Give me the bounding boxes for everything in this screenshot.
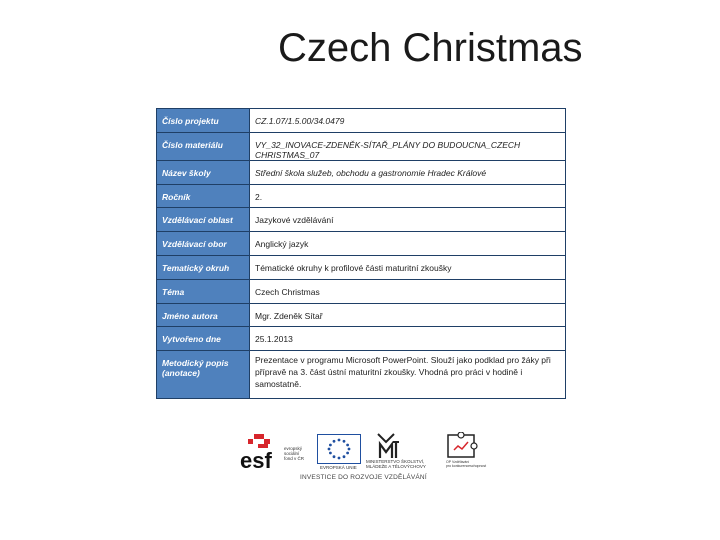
op-vk-logo xyxy=(444,432,487,470)
msmt-caption-2: MLÁDEŽE A TĚLOVÝCHOVY xyxy=(366,464,426,469)
project-info-table xyxy=(156,108,566,399)
row-key: Tematický okruh xyxy=(157,255,250,279)
esf-logo xyxy=(240,432,315,470)
op-caption-1: OP Vzdělávání xyxy=(446,460,470,464)
row-value: 25.1.2013 xyxy=(250,327,566,351)
esf-mark-icon xyxy=(240,432,282,470)
row-key: Číslo materiálu xyxy=(157,132,250,160)
row-value: Tématické okruhy k profilové části maturitní zkoušky xyxy=(250,255,566,279)
row-value: Czech Christmas xyxy=(250,279,566,303)
row-value: CZ.1.07/1.5.00/34.0479 xyxy=(250,109,566,133)
row-key: Ročník xyxy=(157,184,250,208)
eu-flag-icon xyxy=(317,434,361,464)
table-row xyxy=(157,279,566,303)
eu-logo xyxy=(317,434,361,470)
row-key: Číslo projektu xyxy=(157,109,250,133)
msmt-logo xyxy=(366,432,438,470)
esf-caption-1: evropský xyxy=(284,446,303,451)
table-row xyxy=(157,351,566,399)
investment-caption: INVESTICE DO ROZVOJE VZDĚLÁVÁNÍ xyxy=(300,474,427,481)
table-row xyxy=(157,160,566,184)
table-row xyxy=(157,109,566,133)
row-value: Jazykové vzdělávání xyxy=(250,208,566,232)
row-value: 2. xyxy=(250,184,566,208)
op-puzzle-icon xyxy=(444,432,478,460)
eu-caption: EVROPSKÁ UNIE xyxy=(320,465,357,470)
table-row xyxy=(157,184,566,208)
row-value: Mgr. Zdeněk Sítař xyxy=(250,303,566,327)
row-key: Jméno autora xyxy=(157,303,250,327)
table-row xyxy=(157,303,566,327)
slide-title: Czech Christmas xyxy=(278,26,583,70)
table-row xyxy=(157,255,566,279)
esf-wordmark: esf xyxy=(240,448,272,470)
esf-caption-2: sociální xyxy=(284,451,300,456)
msmt-mark-icon xyxy=(366,432,406,460)
row-value: Střední škola služeb, obchodu a gastronomie Hradec Králové xyxy=(250,160,566,184)
table-row xyxy=(157,208,566,232)
row-key: Téma xyxy=(157,279,250,303)
table-row xyxy=(157,232,566,256)
row-key: Vytvořeno dne xyxy=(157,327,250,351)
row-key: Název školy xyxy=(157,160,250,184)
msmt-caption-1: MINISTERSTVO ŠKOLSTVÍ, xyxy=(366,459,425,464)
table-row xyxy=(157,132,566,160)
row-value: VY_32_INOVACE-ZDENĚK-SÍTAŘ_PLÁNY DO BUDOUCNA_CZECH CHRISTMAS_07 xyxy=(250,132,566,160)
row-key: Vzdělávací obor xyxy=(157,232,250,256)
row-key: Metodický popis (anotace) xyxy=(157,351,250,399)
row-key: Vzdělávací oblast xyxy=(157,208,250,232)
op-caption-2: pro konkurenceschopnost xyxy=(446,464,487,468)
row-value: Anglický jazyk xyxy=(250,232,566,256)
table-row xyxy=(157,327,566,351)
row-value: Prezentace v programu Microsoft PowerPoint. Slouží jako podklad pro žáky při přípravě na 3. část ústní maturitní zkoušky. Vhodná pro práci v hodině i samostatně. xyxy=(250,351,566,399)
esf-caption-3: fond v ČR xyxy=(284,456,305,461)
